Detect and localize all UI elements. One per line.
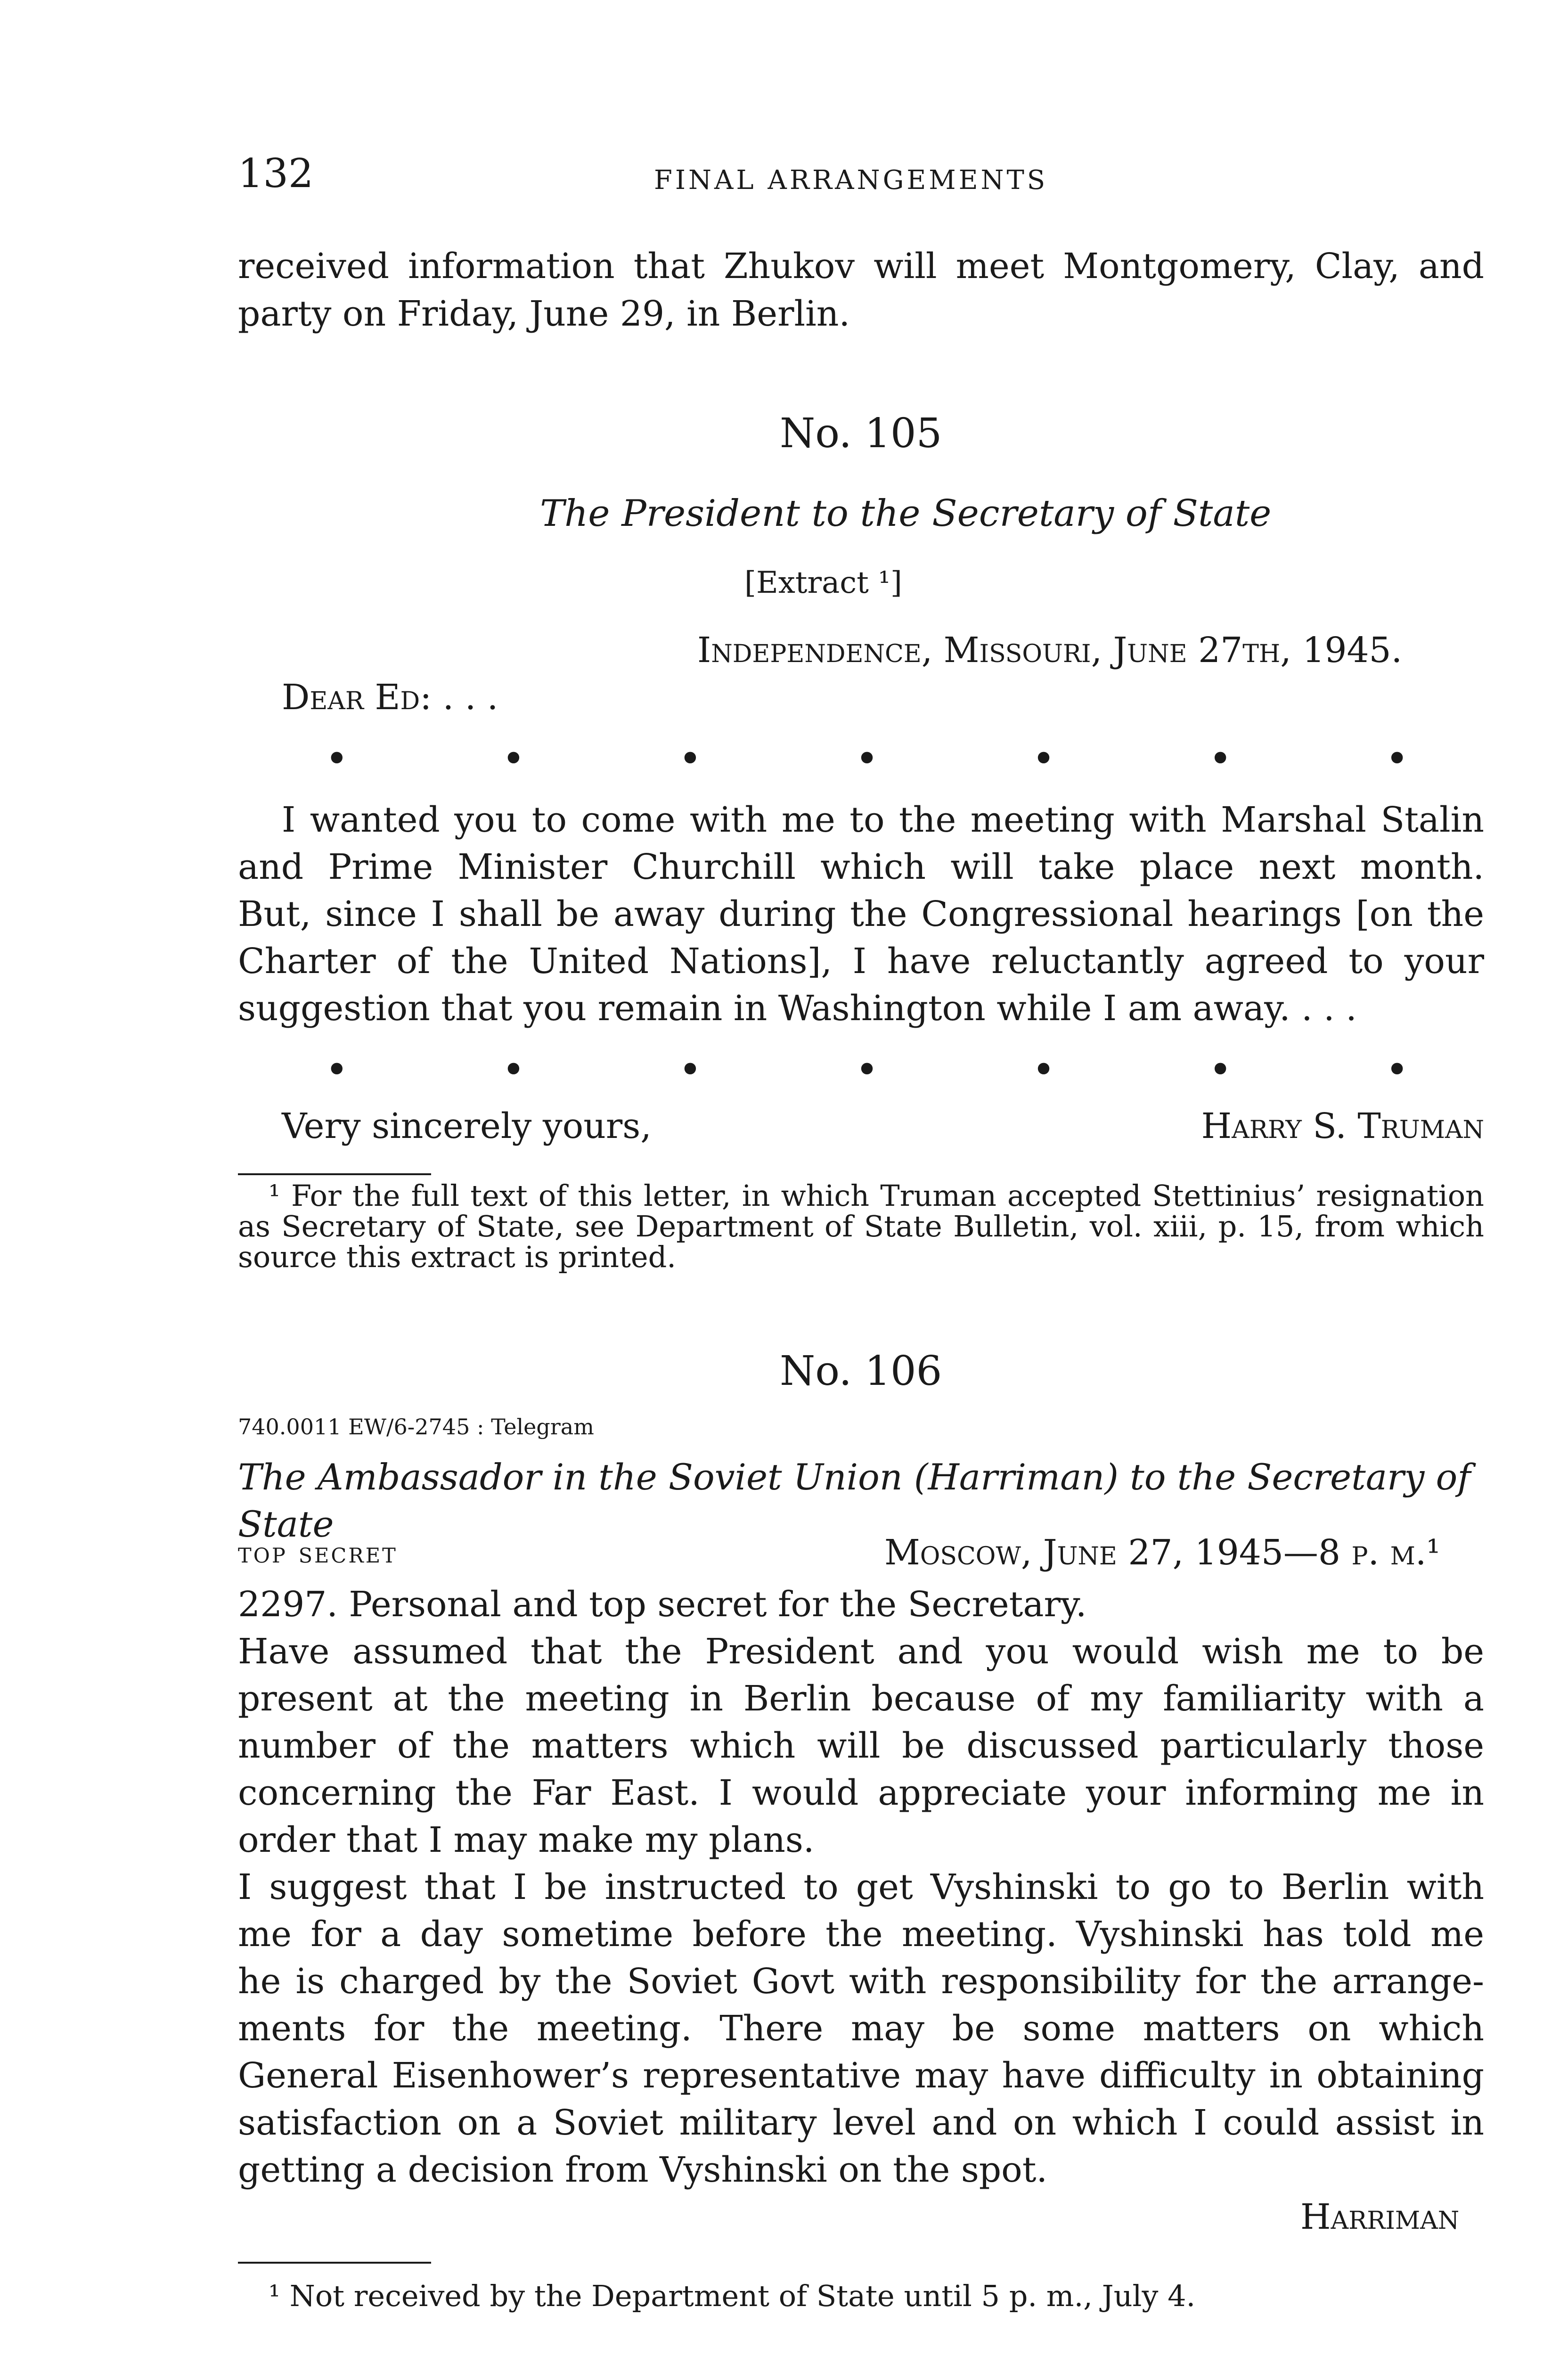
ellipsis-dot: • bbox=[1032, 736, 1055, 782]
doc105-body-line-2: and Prime Minister Churchill which will take place next month. bbox=[238, 847, 1484, 887]
page-number: 132 bbox=[238, 150, 314, 196]
ellipsis-dot: • bbox=[855, 1047, 879, 1093]
ellipsis-dot: • bbox=[678, 1047, 702, 1093]
doc106-file-number: 740.0011 EW/6-2745 : Telegram bbox=[238, 1414, 594, 1440]
footnote-divider bbox=[238, 1173, 431, 1175]
doc106-body-line-8: me for a day sometime before the meeting. Vyshinski has told me bbox=[238, 1914, 1484, 1955]
doc106-signature: Harriman bbox=[1300, 2197, 1460, 2237]
doc105-footnote-line-2: as Secretary of State, see Department of State Bulletin, vol. xiii, p. 15, from which bbox=[238, 1209, 1484, 1243]
doc105-salutation: Dear Ed: . . . bbox=[282, 677, 498, 718]
doc105-closing: Very sincerely yours, bbox=[282, 1106, 652, 1146]
doc106-number: No. 106 bbox=[780, 1348, 942, 1395]
doc105-body-line-3: But, since I shall be away during the Congressional hearings [on the bbox=[238, 894, 1484, 934]
ellipsis-dot: • bbox=[855, 736, 879, 782]
intro-line-2: party on Friday, June 29, in Berlin. bbox=[238, 294, 850, 334]
doc105-extract-note: [Extract ¹] bbox=[744, 565, 902, 600]
doc106-body-line-2: Have assumed that the President and you would wish me to be bbox=[238, 1631, 1484, 1672]
ellipsis-dot: • bbox=[678, 736, 702, 782]
doc106-body-line-5: concerning the Far East. I would appreciate your informing me in bbox=[238, 1773, 1484, 1813]
doc106-body-line-11: General Eisenhower’s representative may have difficulty in obtaining bbox=[238, 2055, 1484, 2096]
ellipsis-dot: • bbox=[325, 1047, 349, 1093]
doc106-body-line-12: satisfaction on a Soviet military level and on which I could assist in bbox=[238, 2102, 1484, 2143]
footnote-divider bbox=[238, 2262, 431, 2264]
ellipsis-dot: • bbox=[502, 1047, 525, 1093]
doc105-closing-row bbox=[282, 1103, 1484, 1150]
doc105-body-line-5: suggestion that you remain in Washington while I am away. . . . bbox=[238, 988, 1357, 1029]
doc106-body-line-10: ments for the meeting. There may be some matters on which bbox=[238, 2008, 1484, 2049]
doc105-title: The President to the Secretary of State bbox=[540, 492, 1272, 535]
doc105-body-line-1: I wanted you to come with me to the meeting with Marshal Stalin bbox=[282, 800, 1484, 840]
doc106-body-line-4: number of the matters which will be discussed particularly those bbox=[238, 1726, 1484, 1766]
doc106-body-line-9: he is charged by the Soviet Govt with responsibility for the arrange- bbox=[238, 1961, 1484, 2002]
doc105-body-line-4: Charter of the United Nations], I have reluctantly agreed to your bbox=[238, 941, 1484, 982]
ellipsis-dot: • bbox=[1385, 736, 1409, 782]
doc105-place-date: Independence, Missouri, June 27th, 1945. bbox=[697, 630, 1403, 671]
ellipsis-row-2 bbox=[325, 1047, 1409, 1093]
doc105-number: No. 105 bbox=[780, 410, 942, 457]
doc106-classification: top secret bbox=[238, 1535, 398, 1570]
doc106-footnote: ¹ Not received by the Department of State until 5 p. m., July 4. bbox=[269, 2279, 1196, 2313]
ellipsis-row-1 bbox=[325, 736, 1409, 782]
doc105-signature: Harry S. Truman bbox=[1201, 1106, 1484, 1146]
doc106-body-line-13: getting a decision from Vyshinski on the spot. bbox=[238, 2150, 1047, 2190]
ellipsis-dot: • bbox=[1032, 1047, 1055, 1093]
doc105-footnote-line-1: ¹ For the full text of this letter, in which Truman accepted Stettinius’ resignation bbox=[269, 1178, 1484, 1213]
intro-line-1: received information that Zhukov will meet Montgomery, Clay, and bbox=[238, 246, 1484, 286]
ellipsis-dot: • bbox=[1209, 736, 1232, 782]
doc106-body-line-6: order that I may make my plans. bbox=[238, 1820, 815, 1860]
doc106-place-date: Moscow, June 27, 1945—8 p. m.¹ bbox=[884, 1532, 1441, 1573]
doc106-body-line-3: present at the meeting in Berlin because of my familiarity with a bbox=[238, 1678, 1484, 1719]
doc106-body-line-7: I suggest that I be instructed to get Vyshinski to go to Berlin with bbox=[238, 1867, 1484, 1907]
ellipsis-dot: • bbox=[502, 736, 525, 782]
doc106-title: The Ambassador in the Soviet Union (Harriman) to the Secretary of State bbox=[238, 1456, 1471, 1545]
ellipsis-dot: • bbox=[1385, 1047, 1409, 1093]
doc105-footnote-line-3: source this extract is printed. bbox=[238, 1240, 676, 1274]
ellipsis-dot: • bbox=[325, 736, 349, 782]
ellipsis-dot: • bbox=[1209, 1047, 1232, 1093]
doc106-body-line-1: 2297. Personal and top secret for the Secretary. bbox=[238, 1584, 1087, 1625]
running-title: FINAL ARRANGEMENTS bbox=[654, 165, 1048, 196]
